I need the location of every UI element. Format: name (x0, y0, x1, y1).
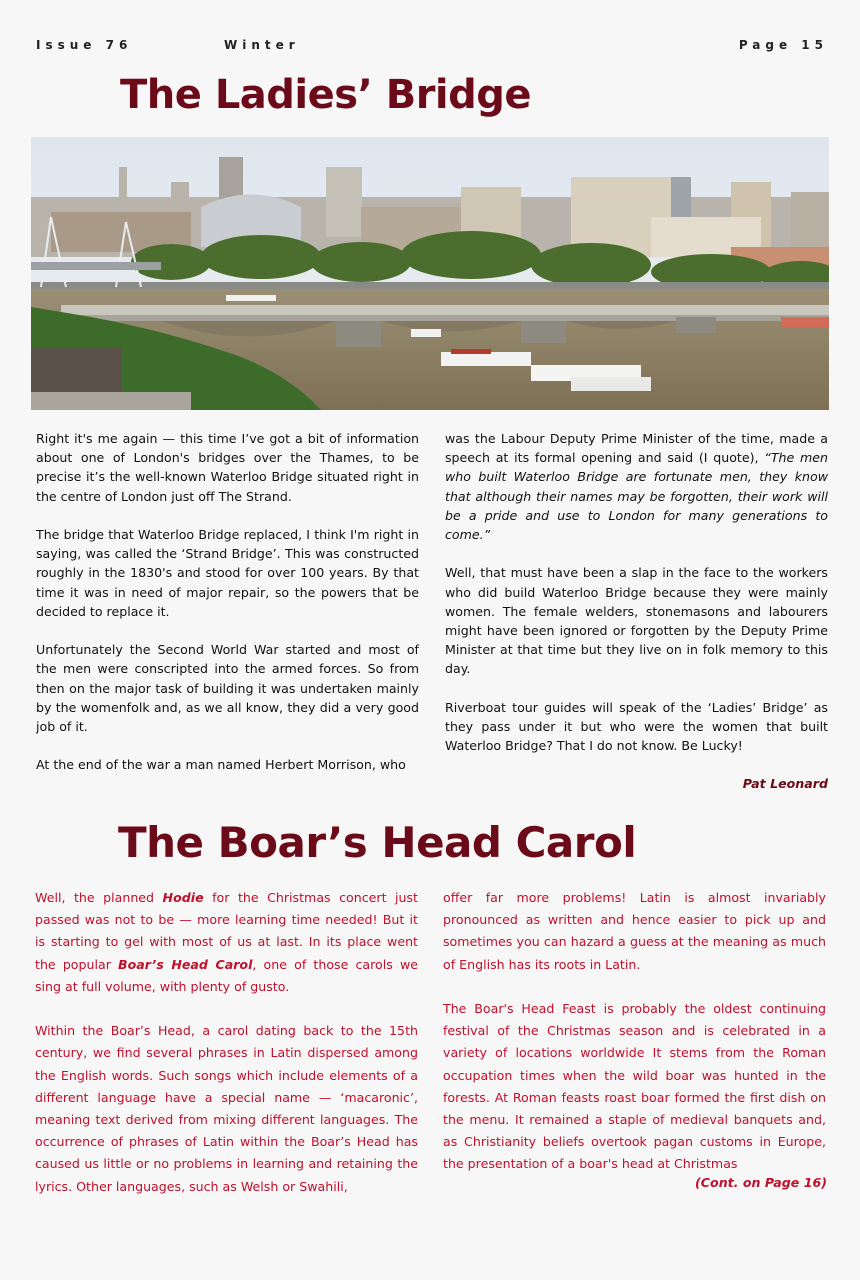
paragraph-with-quote (445, 429, 828, 544)
author-signature: Pat Leonard (742, 776, 828, 791)
paragraph: Riverboat tour guides will speak of the ‘Ladies’ Bridge’ as they pass under it but who were the women that built Waterloo Bridge? That I do not know. Be Lucky! (445, 699, 828, 754)
morrison-quote: “The men who built Waterloo Bridge are fortunate men, they know that although their names may be forgotten, their work will be a pride and use to London for many generations to come.” (445, 450, 828, 543)
paragraph: Within the Boar’s Head, a carol dating back to the 15th century, we find several phrases in Latin dispersed among the English words. Such songs which include elements of a different language have a special name — ‘macaronic’, meaning text derived from mixing different languages. The occurrence of phrases of Latin within the Boar’s Head has caused us little or no problems in learning and retaining the lyrics. Other languages, such as Welsh or Swahili, (35, 1023, 418, 1194)
paragraph (35, 887, 418, 998)
continued-note: (Cont. on Page 16) (695, 1175, 827, 1190)
text-run: Well, the planned (35, 890, 163, 905)
paragraph: offer far more problems! Latin is almost invariably pronounced as written and hence easier to pick up and sometimes you can hazard a guess at the meaning as much of English has its roots in Latin. (443, 890, 826, 972)
text-run: , one of those carols we sing at full volume, with plenty of gusto. (35, 956, 418, 994)
article-title-ladies-bridge: The Ladies’ Bridge (120, 72, 532, 118)
paragraph: The Boar's Head Feast is probably the oldest continuing festival of the Christmas season and is celebrated in a variety of locations worldwide It stems from the Roman occupation times when the wild boar was hunted in the forests. At Roman feasts roast boar formed the first dish on the menu. It remained a staple of medieval banquets and, as Christianity beliefs overtook pagan customs in Europe, the presentation of a boar's head at Christmas (443, 1001, 826, 1172)
quote-intro: was the Labour Deputy Prime Minister of the time, made a speech at its formal opening and said (I quote), (445, 431, 828, 466)
article2-column-right (443, 887, 826, 1198)
paragraph: At the end of the war a man named Herbert Morrison, who (36, 757, 406, 773)
article1-column-left (36, 429, 419, 794)
article1-column-right (445, 429, 828, 775)
page-number: Page 15 (738, 38, 828, 52)
article-title-boars-head-carol: The Boar’s Head Carol (118, 818, 637, 867)
paragraph: Well, that must have been a slap in the face to the workers who did build Waterloo Bridge because they were mainly women. The female welders, stonemasons and labourers might have been ignored or forgotten by the Deputy Prime Minister at that time but they live on in folk memory to this day. (445, 565, 828, 677)
page-header (36, 38, 828, 56)
paragraph: Right it's me again — this time I’ve got a bit of information about one of London's bridges over the Thames, to be precise it’s the well-known Waterloo Bridge situated right in the centre of London just off The Strand. (36, 431, 419, 504)
issue-number: Issue 76 (36, 38, 133, 52)
waterloo-bridge-photo (31, 137, 829, 410)
carol-title: Boar’s Head Carol (118, 956, 253, 972)
article2-column-left (35, 887, 418, 1220)
issue-season: Winter (224, 38, 300, 52)
paragraph: The bridge that Waterloo Bridge replaced, I think I'm right in saying, was called the ‘Strand Bridge’. This was constructed roughly in the 1830's and stood for over 100 years. By that time it was in need of major repair, so the powers that be decided to replace it. (36, 527, 419, 619)
hodie-title: Hodie (162, 890, 204, 905)
paragraph: Unfortunately the Second World War started and most of the men were conscripted into the armed forces. So from then on the major task of building it was undertaken mainly by the womenfolk and, as we all know, they did a very good job of it. (36, 642, 419, 735)
text-run: for the Christmas concert just passed was not to be — more learning time needed! But it is starting to gel with most of us at last. In its place went the popular (35, 890, 418, 972)
